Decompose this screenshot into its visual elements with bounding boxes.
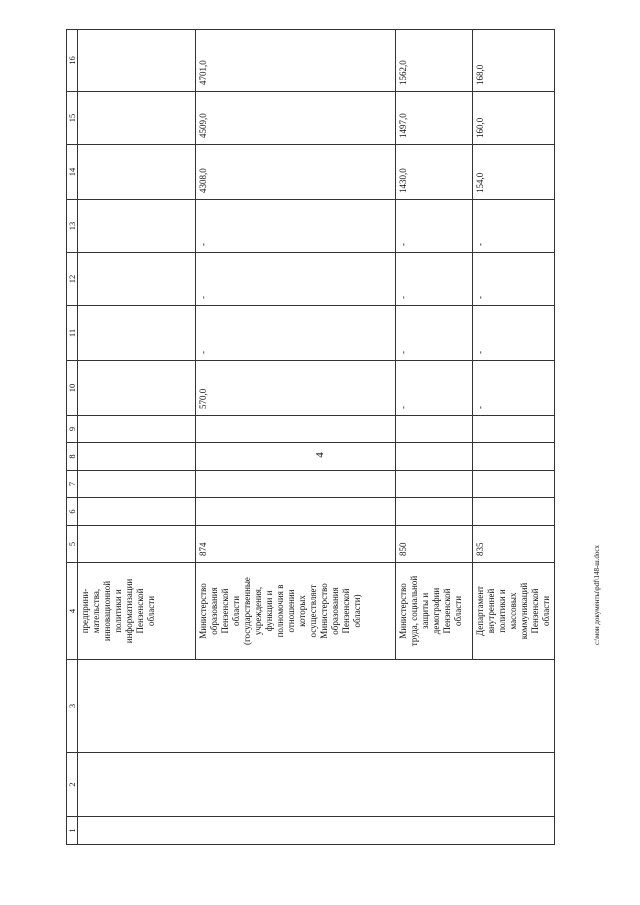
- col-3-cell: [78, 660, 555, 753]
- col14-row-4: 154,0: [473, 145, 518, 199]
- col10-row-4: -: [473, 361, 518, 415]
- col11-row-4: -: [473, 306, 518, 360]
- col16-row-3: 1562,0: [396, 30, 473, 91]
- col-header-8: 8: [67, 443, 78, 471]
- col16-row-4: 168,0: [473, 30, 518, 91]
- col15-row-1: [78, 92, 196, 144]
- col4-row-3: Министерство труда, социальной защиты и демографии Пензенской области: [396, 563, 473, 659]
- rotated-table-page: [66, 30, 551, 845]
- col5-row-3: 850: [396, 526, 473, 562]
- col-header-9: 9: [67, 416, 78, 443]
- col-header-13: 13: [67, 200, 78, 253]
- col-10-subrows: [78, 361, 517, 415]
- col5-row-2: 874: [196, 526, 396, 562]
- col-4-subrows: [78, 563, 554, 659]
- col-header-12: 12: [67, 253, 78, 306]
- col-header-11: 11: [67, 306, 78, 361]
- col-header-3: 3: [67, 660, 78, 753]
- col-15-cell: [78, 92, 555, 145]
- col-header-10: 10: [67, 361, 78, 416]
- column-number-row: [67, 30, 78, 845]
- col-6-cell: [78, 498, 555, 526]
- col-5-cell: [78, 526, 555, 563]
- col-15-subrows: [78, 92, 517, 144]
- col10-row-3: -: [396, 361, 473, 415]
- col-header-2: 2: [67, 753, 78, 817]
- col-12-subrows: [78, 253, 517, 305]
- col-5-subrows: [78, 526, 517, 562]
- col-14-subrows: [78, 145, 517, 199]
- col-14-cell: [78, 145, 555, 200]
- col14-row-2: 4308,0: [196, 145, 396, 199]
- col-12-cell: [78, 253, 555, 306]
- col-8-cell: [78, 443, 555, 471]
- col12-row-1: [78, 253, 196, 305]
- col12-row-2: -: [196, 253, 396, 305]
- col15-row-3: 1497,0: [396, 92, 473, 144]
- col11-row-2: -: [196, 306, 396, 360]
- col-header-14: 14: [67, 145, 78, 200]
- col-13-cell: [78, 200, 555, 253]
- col4-row-2: Министерство образования Пензенской области (государственные учреждения, функции и полномочия в отношении которых осуществляет Министерство образования Пензенской области): [196, 563, 396, 659]
- col15-row-2: 4509,0: [196, 92, 396, 144]
- col5-row-4: 835: [473, 526, 518, 562]
- col16-row-1: [78, 30, 196, 91]
- col14-row-3: 1430,0: [396, 145, 473, 199]
- col-13-subrows: [78, 200, 517, 252]
- page-number: 4: [314, 452, 326, 458]
- col13-row-1: [78, 200, 196, 252]
- col-9-cell: [78, 416, 555, 443]
- col13-row-3: -: [396, 200, 473, 252]
- col10-row-1: [78, 361, 196, 415]
- budget-table: [66, 29, 555, 845]
- col13-row-4: -: [473, 200, 518, 252]
- col-7-cell: [78, 471, 555, 498]
- col-16-cell: [78, 30, 555, 92]
- col5-row-1: [78, 526, 196, 562]
- col-10-cell: [78, 361, 555, 416]
- col10-row-2: 570,0: [196, 361, 396, 415]
- col-4-cell: [78, 563, 555, 660]
- col11-row-3: -: [396, 306, 473, 360]
- col-header-15: 15: [67, 92, 78, 145]
- col14-row-1: [78, 145, 196, 199]
- col15-row-4: 160,0: [473, 92, 518, 144]
- table-body-row: [78, 30, 555, 845]
- col4-row-4: Департамент внутренней политики и массовых коммуникаций Пензенской области: [473, 563, 555, 659]
- col-11-subrows: [78, 306, 517, 360]
- col-11-cell: [78, 306, 555, 361]
- col-header-4: 4: [67, 563, 78, 660]
- col-header-7: 7: [67, 471, 78, 498]
- col4-row-1: предприни- мательства, инновационной политики и информатизации Пензенской области: [80, 578, 156, 644]
- col12-row-3: -: [396, 253, 473, 305]
- col-header-5: 5: [67, 526, 78, 563]
- col16-row-2: 4701,0: [196, 30, 396, 91]
- col13-row-2: -: [196, 200, 396, 252]
- col-1-cell: [78, 817, 555, 845]
- col12-row-4: -: [473, 253, 518, 305]
- col-header-1: 1: [67, 817, 78, 845]
- col-header-16: 16: [67, 30, 78, 92]
- col-16-subrows: [78, 30, 517, 91]
- col-2-cell: [78, 753, 555, 817]
- col11-row-1: [78, 306, 196, 360]
- col-header-6: 6: [67, 498, 78, 526]
- footer-file-path: c:\мои документы\pdf\148-ш.docx: [593, 544, 601, 645]
